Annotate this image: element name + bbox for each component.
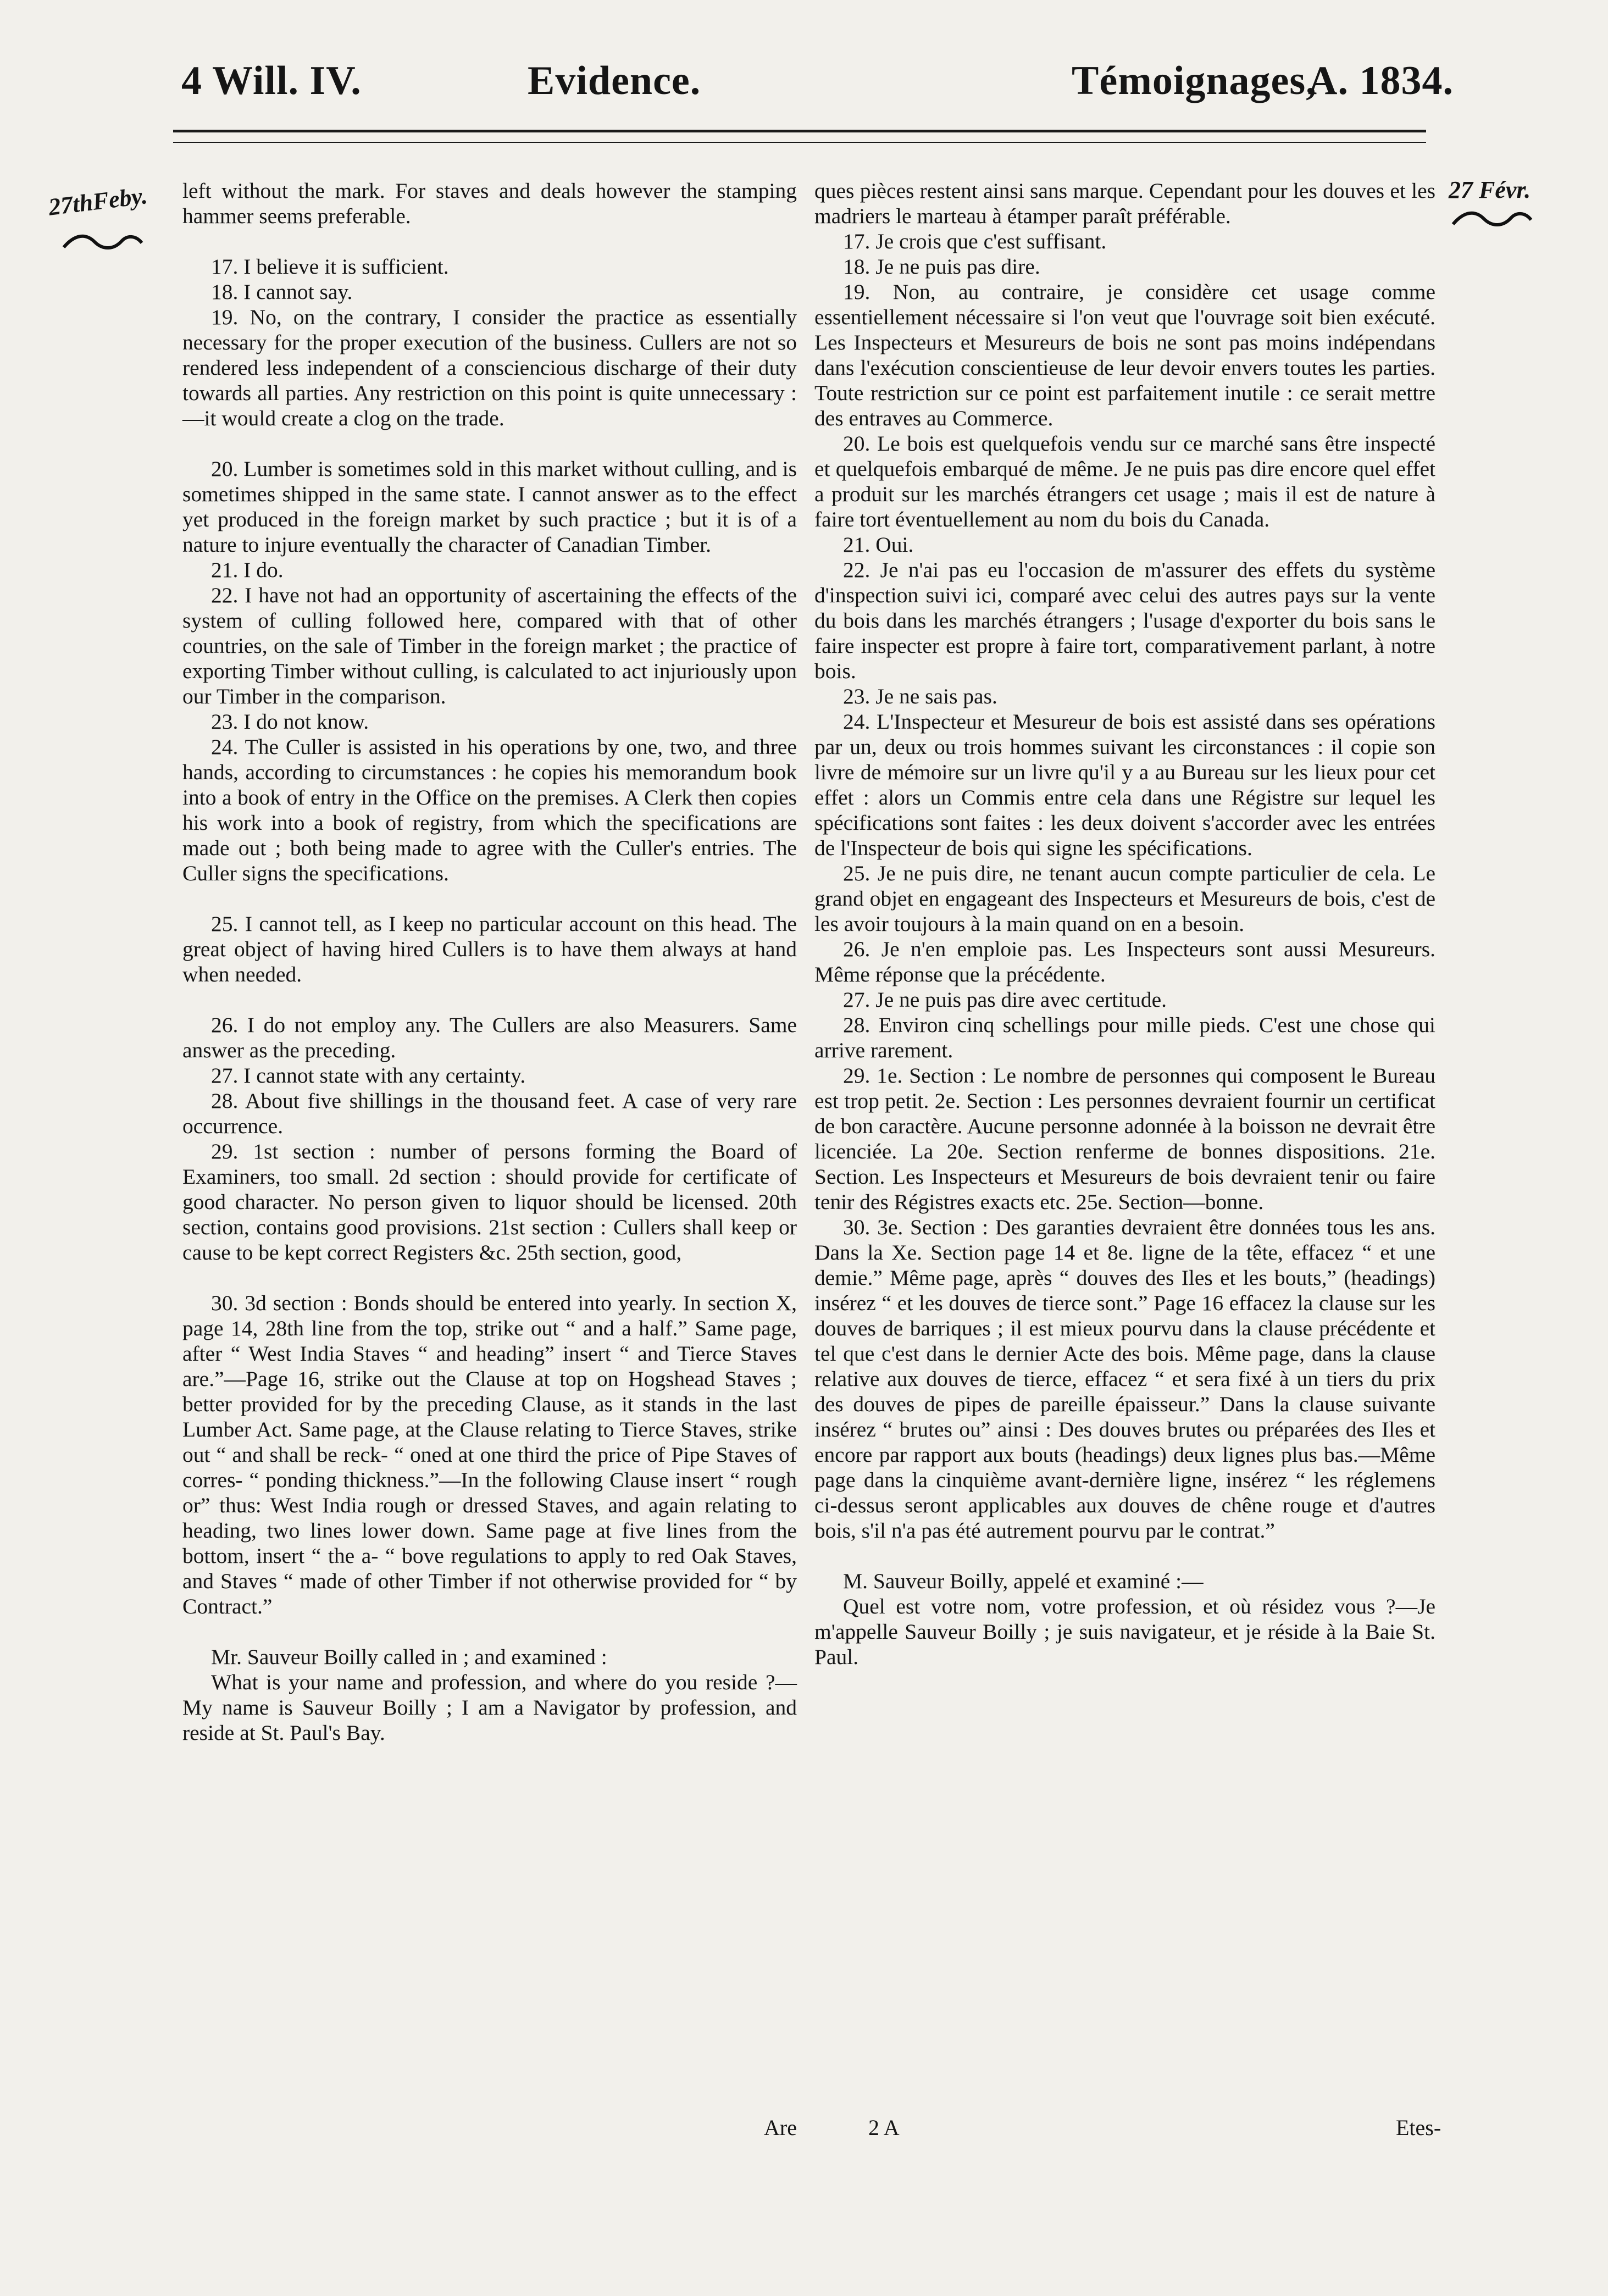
english-paragraph: 23. I do not know. (211, 709, 369, 734)
english-paragraph: 27. I cannot state with any certainty. (211, 1063, 526, 1088)
header-evidence: Evidence. (528, 58, 701, 103)
french-paragraph: 27. Je ne puis pas dire avec certitude. (843, 988, 1167, 1012)
header-year: A. 1834. (1308, 58, 1454, 103)
french-paragraph: 19. Non, au contraire, je considère cet usage comme essentiellement nécessaire si l'on veut que l'ouvrage soit bien exécuté. Les Inspecteurs et Mesureurs de bois ne sont pas moins indépendans dans l'exécution conscientieuse de leur devoir envers toutes les parties. Toute restriction sur ce point est parfaitement inutile : ce serait mettre des entraves au Commerce. (814, 280, 1435, 430)
swash-ornament-icon (1451, 208, 1533, 230)
french-paragraph: M. Sauveur Boilly, appelé et examiné :— (843, 1569, 1204, 1593)
margin-date-french: 27 Févr. (1449, 176, 1531, 203)
french-column (814, 178, 1435, 1670)
french-paragraph: 28. Environ cinq schellings pour mille pieds. C'est une chose qui arrive rarement. (814, 1013, 1435, 1062)
french-paragraph: 18. Je ne puis pas dire. (843, 254, 1040, 279)
english-paragraph: 17. I believe it is sufficient. (211, 254, 449, 279)
english-paragraph: 28. About five shillings in the thousand feet. A case of very rare occurrence. (182, 1089, 797, 1138)
header-rule-thin (173, 142, 1426, 143)
english-paragraph: 24. The Culler is assisted in his operations by one, two, and three hands, according to circumstances : he copies his memorandum book into a book of entry in the Office on the premises. A Clerk then copies his work into a book of registry, from which the specifications are made out ; both being made to agree with the Culler's entries. The Culler signs the specifications. (182, 735, 797, 885)
header-regnal-year: 4 Will. IV. (181, 58, 362, 103)
english-paragraph: 26. I do not employ any. The Cullers are also Measurers. Same answer as the preceding. (182, 1013, 797, 1062)
french-paragraph: 26. Je n'en emploie pas. Les Inspecteurs sont aussi Mesureurs. Même réponse que la précédente. (814, 937, 1435, 986)
french-paragraph: ques pièces restent ainsi sans marque. Cependant pour les douves et les madriers le marteau à étamper paraît préférable. (814, 179, 1435, 228)
french-paragraph: 25. Je ne puis dire, ne tenant aucun compte particulier de cela. Le grand objet en engageant des Inspecteurs et Mesureurs de bois, c'est de les avoir toujours à la main quand on en a besoin. (814, 861, 1435, 936)
english-paragraph: 20. Lumber is sometimes sold in this market without culling, and is sometimes shipped in the same state. I cannot answer as to the effect yet produced in the foreign market by such practice ; but it is of a nature to injure eventually the character of Canadian Timber. (182, 457, 797, 557)
french-paragraph: 17. Je crois que c'est suffisant. (843, 229, 1107, 253)
french-paragraph: 21. Oui. (843, 533, 914, 557)
catchword-french: Etes- (1396, 2115, 1441, 2140)
english-paragraph: 30. 3d section : Bonds should be entered into yearly. In section X, page 14, 28th line from the top, strike out “ and a half.” Same page, after “ West India Staves “ and heading” insert “ and Tierce Staves are.”—Page 16, strike out the Clause at top on Hogshead Staves ; better provided for by the preceding Clause, as it stands in the last Lumber Act. Same page, at the Clause relating to Tierce Staves, strike out “ and shall be reck- “ oned at one third the price of Pipe Staves of corres- “ ponding thickness.”—In the following Clause insert “ rough or” thus: West India rough or dressed Staves, and again relating to heading, two lines lower down. Same page at five lines from the bottom, insert “ the a- “ bove regulations to apply to red Oak Staves, and Staves “ made of other Timber if not otherwise provided for “ by Contract.” (182, 1291, 797, 1618)
header-temoignages: Témoignages, (1072, 58, 1317, 103)
margin-date-english: 27thFeby. (47, 182, 149, 221)
english-paragraph: 21. I do. (211, 558, 284, 582)
french-paragraph: 23. Je ne sais pas. (843, 684, 997, 708)
english-paragraph: 25. I cannot tell, as I keep no particular account on this head. The great object of having hired Cullers is to have them always at hand when needed. (182, 912, 797, 986)
english-paragraph: What is your name and profession, and where do you reside ?—My name is Sauveur Boilly ; I am a Navigator by profession, and reside at St. Paul's Bay. (182, 1670, 797, 1745)
english-paragraph: 19. No, on the contrary, I consider the practice as essentially necessary for the proper execution of the business. Cullers are not so rendered less independent of a consciencious discharge of their duty towards all parties. Any restriction on this point is quite unnecessary :—it would create a clog on the trade. (182, 305, 797, 430)
catchword-english: Are (764, 2115, 797, 2140)
french-paragraph: Quel est votre nom, votre profession, et où résidez vous ?—Je m'appelle Sauveur Boilly ; je suis navigateur, et je réside à la Baie St. Paul. (814, 1594, 1435, 1669)
english-paragraph: 29. 1st section : number of persons forming the Board of Examiners, too small. 2d section : should provide for certificate of good character. No person given to liquor should be licensed. 20th section, contains good provisions. 21st section : Cullers shall keep or cause to be kept correct Registers &c. 25th section, good, (182, 1139, 797, 1265)
english-paragraph: Mr. Sauveur Boilly called in ; and examined : (211, 1645, 607, 1669)
english-column (182, 178, 797, 1745)
header-rule-thick (173, 130, 1426, 132)
english-paragraph: 22. I have not had an opportunity of ascertaining the effects of the system of culling followed here, compared with that of other countries, on the sale of Timber in the foreign market ; the practice of exporting Timber without culling, is calculated to act injuriously upon our Timber in the comparison. (182, 583, 797, 708)
english-paragraph: 18. I cannot say. (211, 280, 353, 304)
swash-ornament-icon (62, 231, 144, 253)
english-paragraph: left without the mark. For staves and deals however the stamping hammer seems preferable. (182, 179, 797, 228)
signature-mark: 2 A (868, 2115, 900, 2140)
french-paragraph: 30. 3e. Section : Des garanties devraient être données tous les ans. Dans la Xe. Section page 14 et 8e. ligne de la tête, effacez “ et une demie.” Même page, après “ douves des Iles et les bouts,” (headings) insérez “ et les douves de tierce sont.” Page 16 effacez la clause sur les douves de barriques ; il est mieux pourvu dans la clause précédente et tel que c'est dans le dernier Acte des bois. Même page, dans la clause relative aux douves de tierce, effacez “ et sera fixé à un tiers du prix des douves de pipes de pareille épaisseur.” Dans la clause suivante insérez “ brutes ou” ainsi : Des douves brutes ou préparées des Iles et encore par rapport aux bouts (headings) deux lignes plus bas.—Même page dans la cinquième avant-dernière ligne, insérez “ les réglemens ci-dessus seront applicables aux douves de chêne rouge et d'autres bois, s'il n'a pas été autrement pourvu par le contrat.” (814, 1215, 1435, 1543)
french-paragraph: 22. Je n'ai pas eu l'occasion de m'assurer des effets du système d'inspection suivi ici, comparé avec celui des autres pays sur la vente du bois dans les marchés étrangers ; l'usage d'exporter du bois sans le faire inspecter est propre à faire tort, comparativement parlant, à notre bois. (814, 558, 1435, 683)
french-paragraph: 20. Le bois est quelquefois vendu sur ce marché sans être inspecté et quelquefois embarqué de même. Je ne puis pas dire encore quel effet a produit sur les marchés étrangers cet usage ; mais il est de nature à faire tort éventuellement au nom du bois du Canada. (814, 431, 1435, 531)
french-paragraph: 24. L'Inspecteur et Mesureur de bois est assisté dans ses opérations par un, deux ou trois hommes suivant les circonstances : il copie son livre de mémoire sur un livre qu'il y a au Bureau sur les lieux pour cet effet : alors un Commis entre cela dans une Régistre sur lequel les spécifications sont faites : les deux doivent s'accorder avec les entrées de l'Inspecteur de bois qui signe les spécifications. (814, 709, 1435, 860)
french-paragraph: 29. 1e. Section : Le nombre de personnes qui composent le Bureau est trop petit. 2e. Section : Les personnes devraient fournir un certificat de bon caractère. Aucune personne adonnée à la boisson ne devrait être licenciée. La 20e. Section renferme de bonnes dispositions. 21e. Section. Les Inspecteurs et Mesureurs de bois devraient tenir ou faire tenir des Régistres exacts etc. 25e. Section—bonne. (814, 1063, 1435, 1214)
